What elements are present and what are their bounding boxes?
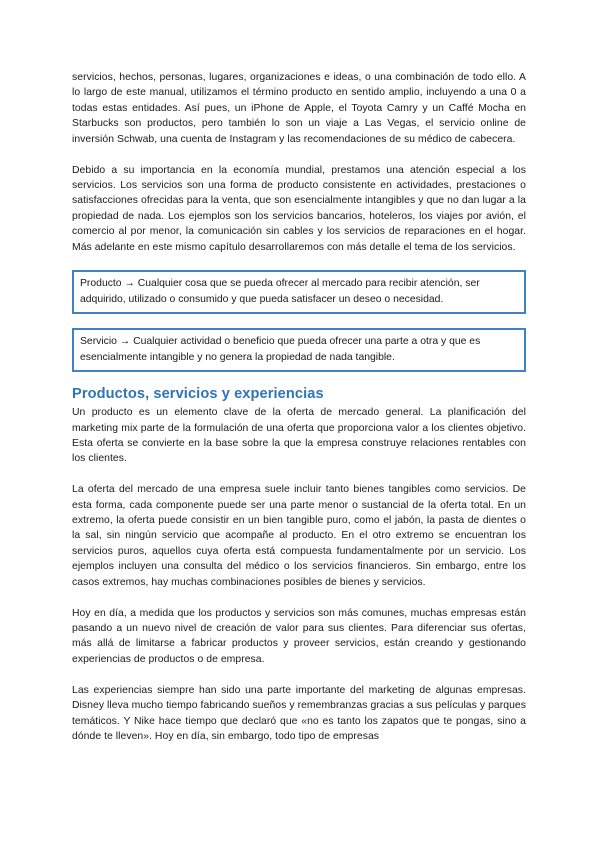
paragraph-services-importance: Debido a su importancia en la economía mundial, prestamos una atención especial a los servicios. Los servicios son una forma de producto consistente en actividades, prestaciones o satisfacciones ofrecidas para la venta, que son esencialmente intangibles y que no dan lugar a la propiedad de nada. Los ejemplos son los servicios bancarios, hoteleros, los viajes por avión, el comercio al por menor, la comunicación sin cables y los servicios de reparaciones en el hogar. Más adelante en este mismo capítulo desarrollaremos con más detalle el tema de los servicios. bbox=[72, 164, 526, 253]
paragraph-value-creation: Hoy en día, a medida que los productos y servicios son más comunes, muchas empresas están pasando a un nuevo nivel de creación de valor para sus clientes. Para diferenciar sus ofertas, más allá de limitarse a fabricar productos y proveer servicios, están creando y gestionando experiencias de productos o de empresa. bbox=[72, 607, 526, 665]
definition-box-servicio bbox=[72, 328, 526, 372]
definition-box-producto bbox=[72, 270, 526, 314]
section-heading: Productos, servicios y experiencias bbox=[72, 386, 324, 403]
definition-producto-text: Producto → Cualquier cosa que se pueda ofrecer al mercado para recibir atención, ser adquirido, utilizado o consumido y que pueda satisfacer un deseo o necesidad. bbox=[80, 278, 480, 305]
definition-servicio-text: Servicio → Cualquier actividad o beneficio que pueda ofrecer una parte a otra y que es esencialmente intangible y no genera la propiedad de nada tangible. bbox=[80, 336, 481, 363]
paragraph-product-key-element: Un producto es un elemento clave de la oferta de mercado general. La planificación del marketing mix parte de la formulación de una oferta que proporciona valor a los clientes objetivo. Esta oferta se convierte en la base sobre la que la empresa construye relaciones rentables con los clientes. bbox=[72, 407, 526, 465]
page-content bbox=[72, 70, 526, 760]
paragraph-market-offer: La oferta del mercado de una empresa suele incluir tanto bienes tangibles como servicios. De esta forma, cada componente puede ser una parte menor o sustancial de la oferta total. En un extremo, la oferta puede consistir en un bien tangible puro, como el jabón, la pasta de dientes o la sal, sin ningún servicio que acompañe al producto. En el otro extremo se encuentran los servicios puros, aquellos cuya oferta está compuesta fundamentalmente por un servicio. Los ejemplos incluyen una consulta del médico o los servicios financieros. Sin embargo, entre los casos extremos, hay muchas combinaciones posibles de bienes y servicios. bbox=[72, 484, 526, 588]
paragraph-experiences: Las experiencias siempre han sido una parte importante del marketing de algunas empresas. Disney lleva mucho tiempo fabricando sueños y remembranzas gracias a sus películas y parques temáticos. Y Nike hace tiempo que declaró que «no es tanto los zapatos que te pongas, sino a dónde te lleven». Hoy en día, sin embargo, todo tipo de empresas bbox=[72, 684, 526, 742]
paragraph-products-scope: servicios, hechos, personas, lugares, organizaciones e ideas, o una combinación de todo ello. A lo largo de este manual, utilizamos el término producto en sentido amplio, incluyendo a una 0 a todas estas entidades. Así pues, un iPhone de Apple, el Toyota Camry y un Caffé Mocha en Starbucks son productos, pero también lo son un viaje a Las Vegas, el servicio online de inversión Schwab, una cuenta de Instagram y las recomendaciones de su médico de cabecera. bbox=[72, 72, 526, 145]
